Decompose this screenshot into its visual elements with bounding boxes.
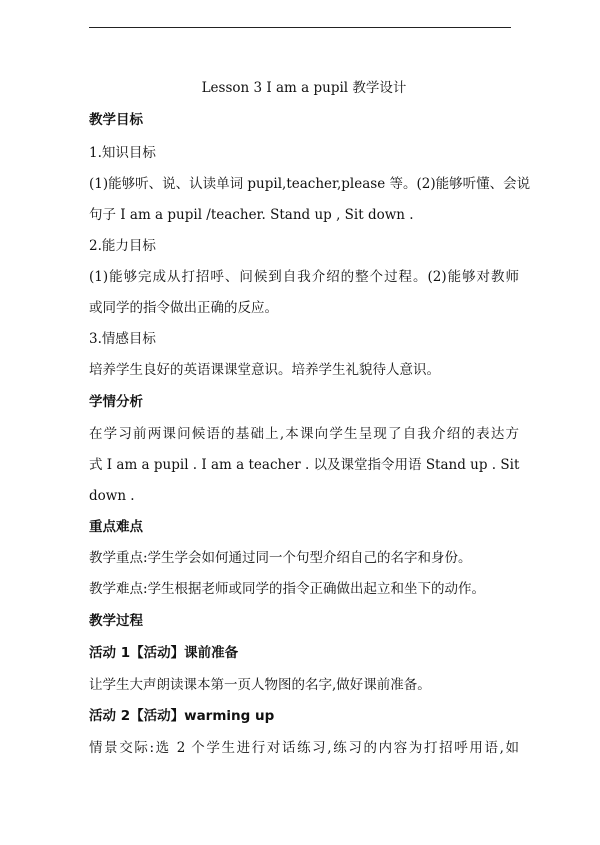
paragraph-line: 教学难点:学生根据老师或同学的指令正确做出起立和坐下的动作。 [89,581,486,597]
paragraph-line: 在学习前两课问候语的基础上,本课向学生呈现了自我介绍的表达方 [89,426,519,442]
subheading-emotion: 3.情感目标 [89,331,156,347]
paragraph-line: 培养学生良好的英语课课堂意识。培养学生礼貌待人意识。 [89,362,440,378]
document-title: Lesson 3 I am a pupil 教学设计 [201,80,407,96]
section-heading-process: 教学过程 [89,613,143,629]
paragraph-line: (1)能够完成从打招呼、问候到自我介绍的整个过程。(2)能够对教师 [89,269,519,285]
section-heading-goals: 教学目标 [89,112,143,128]
activity-heading-2: 活动 2【活动】warming up [89,708,275,724]
paragraph-line: 句子 I am a pupil /teacher. Stand up , Sit down . [89,207,414,223]
subheading-ability: 2.能力目标 [89,238,156,254]
paragraph-line: 式 I am a pupil . I am a teacher . 以及课堂指令用语 Stand up . Sit [89,457,520,473]
section-heading-keypoints: 重点难点 [89,519,143,535]
paragraph-line: 教学重点:学生学会如何通过同一个句型介绍自己的名字和身份。 [89,550,472,566]
subheading-knowledge: 1.知识目标 [89,145,156,161]
section-heading-analysis: 学情分析 [89,394,143,410]
header-rule [89,27,511,28]
paragraph-line: down . [89,488,135,504]
activity-heading-1: 活动 1【活动】课前准备 [89,645,239,661]
paragraph-line: 或同学的指令做出正确的反应。 [89,300,278,316]
paragraph-line: 让学生大声朗读课本第一页人物图的名字,做好课前准备。 [89,677,431,693]
paragraph-line: 情景交际:选 2 个学生进行对话练习,练习的内容为打招呼用语,如 [89,740,519,756]
paragraph-line: (1)能够听、说、认读单词 pupil,teacher,please 等。(2)能够听懂、会说 [89,176,531,192]
